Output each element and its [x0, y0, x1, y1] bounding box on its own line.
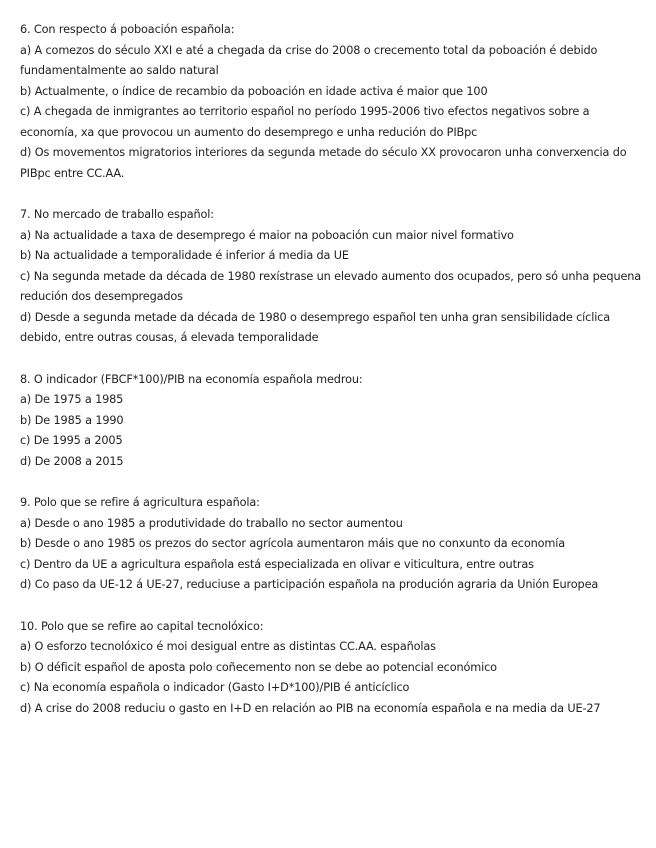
question-title: 10. Polo que se refire ao capital tecnolóxico: [20, 619, 264, 633]
answer-option-d: d) Os movementos migratorios interiores da segunda metade do século XX provocaron unha converxencia do PIBpc entre CC.AA. [20, 146, 627, 180]
question-title: 7. No mercado de traballo español: [20, 208, 214, 221]
answer-option-d: d) De 2008 a 2015 [20, 454, 124, 468]
answer-option-c: c) Na segunda metade da década de 1980 rexístrase un elevado aumento dos ocupados, pero só unha pequena redución dos desempregados [20, 269, 642, 303]
answer-option-d: d) Co paso da UE-12 á UE-27, reduciuse a participación española na produción agraria da Unión Europea [20, 578, 599, 591]
answer-option-a: a) A comezos do século XXI e até a chegada da crise do 2008 o crecemento total da poboación é debido fundamentalmente ao saldo natural [20, 43, 598, 77]
answer-option-b: b) O déficit español de aposta polo coñecemento non se debe ao potencial económico [20, 660, 497, 674]
question-9 [20, 493, 646, 596]
question-6 [20, 20, 646, 184]
answer-option-a: a) O esforzo tecnolóxico é moi desigual entre as distintas CC.AA. españolas [20, 640, 436, 653]
answer-option-a: a) Desde o ano 1985 a produtividade do traballo no sector aumentou [20, 516, 403, 530]
document-body [20, 20, 646, 740]
question-7 [20, 205, 646, 349]
question-title: 6. Con respecto á poboación española: [20, 23, 235, 36]
answer-option-c: c) Dentro da UE a agricultura española está especializada en olivar e viticultura, entre outras [20, 557, 534, 571]
question-title: 9. Polo que se refire á agricultura española: [20, 496, 260, 509]
answer-option-b: b) Desde o ano 1985 os prezos do sector agrícola aumentaron máis que no conxunto da economía [20, 537, 566, 550]
answer-option-c: c) Na economía española o indicador (Gasto I+D*100)/PIB é anticíclico [20, 681, 410, 694]
answer-option-a: a) De 1975 a 1985 [20, 393, 124, 406]
answer-option-d: d) Desde a segunda metade da década de 1980 o desemprego español ten unha gran sensibilidade cíclica debido, entre outras cousas, á elevada temporalidade [20, 310, 611, 344]
question-10 [20, 617, 646, 720]
answer-option-a: a) Na actualidade a taxa de desemprego é maior na poboación cun maior nivel formativo [20, 228, 514, 242]
answer-option-c: c) De 1995 a 2005 [20, 434, 123, 447]
answer-option-c: c) A chegada de inmigrantes ao territorio español no período 1995-2006 tivo efectos negativos sobre a economía, xa que provocou un aumento do desemprego e unha redución do PIBpc [20, 105, 590, 139]
answer-option-d: d) A crise do 2008 reduciu o gasto en I+D en relación ao PIB na economía española e na media da UE-27 [20, 701, 601, 715]
answer-option-b: b) Actualmente, o índice de recambio da poboación en idade activa é maior que 100 [20, 84, 488, 98]
question-8 [20, 370, 646, 473]
question-title: 8. O indicador (FBCF*100)/PIB na economía española medrou: [20, 372, 363, 386]
answer-option-b: b) Na actualidade a temporalidade é inferior á media da UE [20, 249, 349, 262]
answer-option-b: b) De 1985 a 1990 [20, 413, 124, 427]
